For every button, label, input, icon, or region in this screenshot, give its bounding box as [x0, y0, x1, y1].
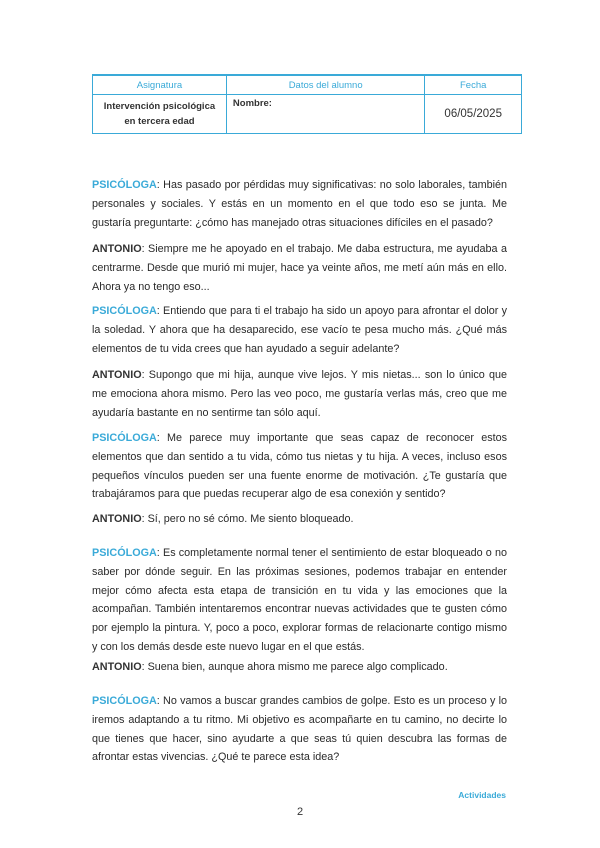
header-table [92, 74, 522, 134]
header-col-student: Datos del alumno [226, 75, 425, 95]
student-name-cell: Nombre: [226, 95, 425, 134]
dialogue-line-4 [92, 366, 507, 422]
speaker-label: PSICÓLOGA [92, 547, 157, 559]
speaker-label: PSICÓLOGA [92, 305, 157, 317]
speaker-label: PSICÓLOGA [92, 179, 157, 191]
dialogue-text: : Siempre me he apoyado en el trabajo. Me daba estructura, me ayudaba a centrarme. Desde que murió mi mujer, hace ya veinte años, me metí aún más en ello. Ahora ya no tengo eso... [92, 243, 507, 293]
dialogue-line-9 [92, 692, 507, 767]
header-col-subject: Asignatura [93, 75, 227, 95]
dialogue-line-1 [92, 176, 507, 232]
dialogue-text: : Entiendo que para ti el trabajo ha sido un apoyo para afrontar el dolor y la soledad. Y ahora que ha desaparecido, ese vacío te pesa mucho más. ¿Qué más elementos de tu vida crees que han ayudado a seguir adelante? [92, 305, 507, 355]
speaker-label: ANTONIO [92, 369, 142, 381]
header-col-date: Fecha [425, 75, 522, 95]
speaker-label: PSICÓLOGA [92, 695, 157, 707]
dialogue-text: : Es completamente normal tener el sentimiento de estar bloqueado o no saber por dónde seguir. En las próximas sesiones, podemos trabajar en entender mejor cómo afecta esta etapa de transición en tu vida y las emociones que la acompañan. También intentaremos encontrar nuevas actividades que te gusten cómo por ejemplo la pintura. Y, poco a poco, explorar formas de relacionarte contigo mismo y con los demás desde este nuevo lugar en el que estás. [92, 547, 507, 653]
speaker-label: ANTONIO [92, 661, 142, 673]
date-cell: 06/05/2025 [425, 95, 522, 134]
header-values-row [93, 95, 522, 134]
dialogue-text: : Supongo que mi hija, aunque vive lejos. Y mis nietas... son lo único que me emociona ahora mismo. Pero las veo poco, me gustaría verlas más, creo que me ayudaría bastante en no sentirme tan sólo aquí. [92, 369, 507, 419]
dialogue-line-8 [92, 658, 507, 677]
dialogue-text: : Me parece muy importante que seas capaz de reconocer estos elementos que dan sentido a tu vida, cómo tus nietas y tu hija. A veces, incluso esos pequeños vínculos pueden ser una fuente enorme de motivación. ¿Te gustaría que trabajáramos para que puedas recuperar algo de esa conexión y sentido? [92, 432, 507, 501]
dialogue-text: : Suena bien, aunque ahora mismo me parece algo complicado. [141, 661, 448, 673]
header-row [93, 75, 522, 95]
dialogue-line-2 [92, 240, 507, 296]
footer-activity-label: Actividades [458, 790, 506, 800]
subject-cell [93, 95, 227, 134]
dialogue-text: : No vamos a buscar grandes cambios de golpe. Esto es un proceso y lo iremos adaptando a tu ritmo. Mi objetivo es acompañarte en tu camino, no decirte lo que tienes que hacer, sino ayudarte a que seas tú quien descubra las formas de afrontar estas vivencias. ¿Qué te parece esta idea? [92, 695, 507, 764]
subject-line-2: en tercera edad [124, 116, 195, 127]
speaker-label: ANTONIO [92, 243, 142, 255]
dialogue-line-6 [92, 510, 507, 529]
page-number: 2 [296, 806, 304, 818]
dialogue-line-7 [92, 544, 507, 657]
dialogue-text: : Has pasado por pérdidas muy significativas: no solo laborales, también personales y sociales. Y estás en un momento en el que todo eso se junta. Me gustaría preguntarte: ¿cómo has manejado otras situaciones difíciles en el pasado? [92, 179, 507, 229]
speaker-label: ANTONIO [92, 513, 142, 525]
subject-line-1: Intervención psicológica [103, 101, 216, 112]
dialogue-text: : Sí, pero no sé cómo. Me siento bloqueado. [141, 513, 354, 525]
dialogue-line-5 [92, 429, 507, 504]
dialogue-line-3 [92, 302, 507, 358]
speaker-label: PSICÓLOGA [92, 432, 157, 444]
